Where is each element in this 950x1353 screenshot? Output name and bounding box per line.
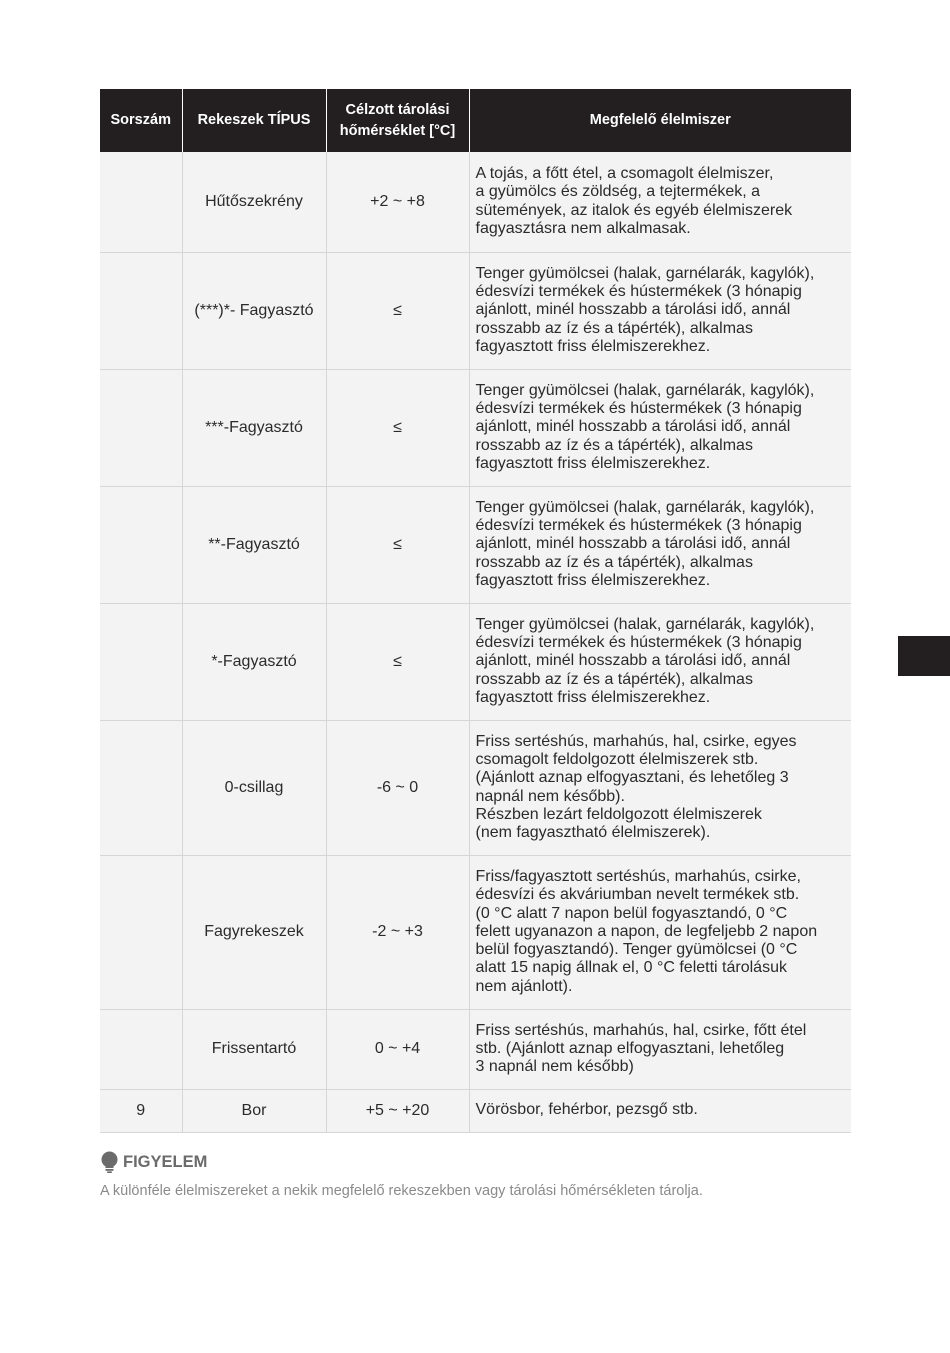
cell-food: Tenger gyümölcsei (halak, garnélarák, kagylók), édesvízi termékek és hústermékek (3 hónapig ajánlott, minél hosszabb a tárolási idő, annál rosszabb az íz és a tápérték), alkalmas fagyasztott friss élelmiszerekhez. [469, 252, 851, 369]
cell-no [100, 855, 182, 1009]
table-row [100, 486, 851, 603]
section-side-tab [898, 636, 950, 676]
table-row [100, 1089, 851, 1132]
notice-title: FIGYELEM [123, 1152, 208, 1171]
table-row [100, 152, 851, 252]
cell-temp: +5 ~ +20 [326, 1089, 469, 1132]
cell-food: Tenger gyümölcsei (halak, garnélarák, kagylók), édesvízi termékek és hústermékek (3 hónapig ajánlott, minél hosszabb a tárolási idő, annál rosszabb az íz és a tápérték), alkalmas fagyasztott friss élelmiszerekhez. [469, 369, 851, 486]
header-type: Rekeszek TÍPUS [182, 89, 326, 152]
cell-food: A tojás, a főtt étel, a csomagolt élelmiszer, a gyümölcs és zöldség, a tejtermékek, a sütemények, az italok és egyéb élelmiszerek fagyasztásra nem alkalmasak. [469, 152, 851, 252]
cell-food: Vörösbor, fehérbor, pezsgő stb. [469, 1089, 851, 1132]
cell-temp: 0 ~ +4 [326, 1009, 469, 1089]
cell-type: Hűtőszekrény [182, 152, 326, 252]
lightbulb-icon [100, 1151, 119, 1173]
cell-no [100, 720, 182, 855]
table-row [100, 855, 851, 1009]
table-row [100, 603, 851, 720]
cell-type: (***)*- Fagyasztó [182, 252, 326, 369]
storage-table [100, 89, 851, 1133]
notice-text: A különféle élelmiszereket a nekik megfelelő rekeszekben vagy tárolási hőmérsékleten tárolja. [100, 1183, 703, 1199]
cell-type: *-Fagyasztó [182, 603, 326, 720]
header-food: Megfelelő élelmiszer [469, 89, 851, 152]
cell-food: Friss sertéshús, marhahús, hal, csirke, főtt étel stb. (Ajánlott aznap elfogyasztani, lehetőleg 3 napnál nem később) [469, 1009, 851, 1089]
cell-no [100, 369, 182, 486]
cell-food: Friss sertéshús, marhahús, hal, csirke, egyes csomagolt feldolgozott élelmiszerek stb. (Ajánlott aznap elfogyasztani, és lehetőleg 3 napnál nem később). Részben lezárt feldolgozott élelmiszerek (nem fagyasztható élelmiszerek). [469, 720, 851, 855]
cell-temp: ≤ [326, 486, 469, 603]
cell-type: Frissentartó [182, 1009, 326, 1089]
cell-temp: ≤ [326, 369, 469, 486]
table-header-row [100, 89, 851, 152]
cell-no [100, 1009, 182, 1089]
cell-temp: ≤ [326, 252, 469, 369]
table-row [100, 369, 851, 486]
cell-type: 0-csillag [182, 720, 326, 855]
table-row [100, 1009, 851, 1089]
cell-no: 9 [100, 1089, 182, 1132]
cell-food: Tenger gyümölcsei (halak, garnélarák, kagylók), édesvízi termékek és hústermékek (3 hónapig ajánlott, minél hosszabb a tárolási idő, annál rosszabb az íz és a tápérték), alkalmas fagyasztott friss élelmiszerekhez. [469, 603, 851, 720]
cell-temp: +2 ~ +8 [326, 152, 469, 252]
cell-no [100, 603, 182, 720]
cell-food: Tenger gyümölcsei (halak, garnélarák, kagylók), édesvízi termékek és hústermékek (3 hónapig ajánlott, minél hosszabb a tárolási idő, annál rosszabb az íz és a tápérték), alkalmas fagyasztott friss élelmiszerekhez. [469, 486, 851, 603]
cell-no [100, 152, 182, 252]
notice-heading [100, 1151, 207, 1173]
cell-type: **-Fagyasztó [182, 486, 326, 603]
cell-type: Fagyrekeszek [182, 855, 326, 1009]
cell-no [100, 252, 182, 369]
header-no: Sorszám [100, 89, 182, 152]
table-row [100, 720, 851, 855]
cell-temp: ≤ [326, 603, 469, 720]
cell-type: ***-Fagyasztó [182, 369, 326, 486]
cell-food: Friss/fagyasztott sertéshús, marhahús, csirke, édesvízi és akváriumban nevelt termékek stb. (0 °C alatt 7 napon belül fogyasztandó, 0 °C felett ugyanazon a napon, de legfeljebb 2 napon belül fogyasztandó). Tenger gyümölcsei (0 °C alatt 15 napig állnak el, 0 °C feletti tárolásuk nem ajánlott). [469, 855, 851, 1009]
cell-no [100, 486, 182, 603]
cell-temp: -6 ~ 0 [326, 720, 469, 855]
cell-type: Bor [182, 1089, 326, 1132]
table-row [100, 252, 851, 369]
header-temp-label: Célzott tárolási hőmérséklet [°C] [339, 101, 456, 139]
cell-temp: -2 ~ +3 [326, 855, 469, 1009]
header-temp [326, 89, 469, 152]
